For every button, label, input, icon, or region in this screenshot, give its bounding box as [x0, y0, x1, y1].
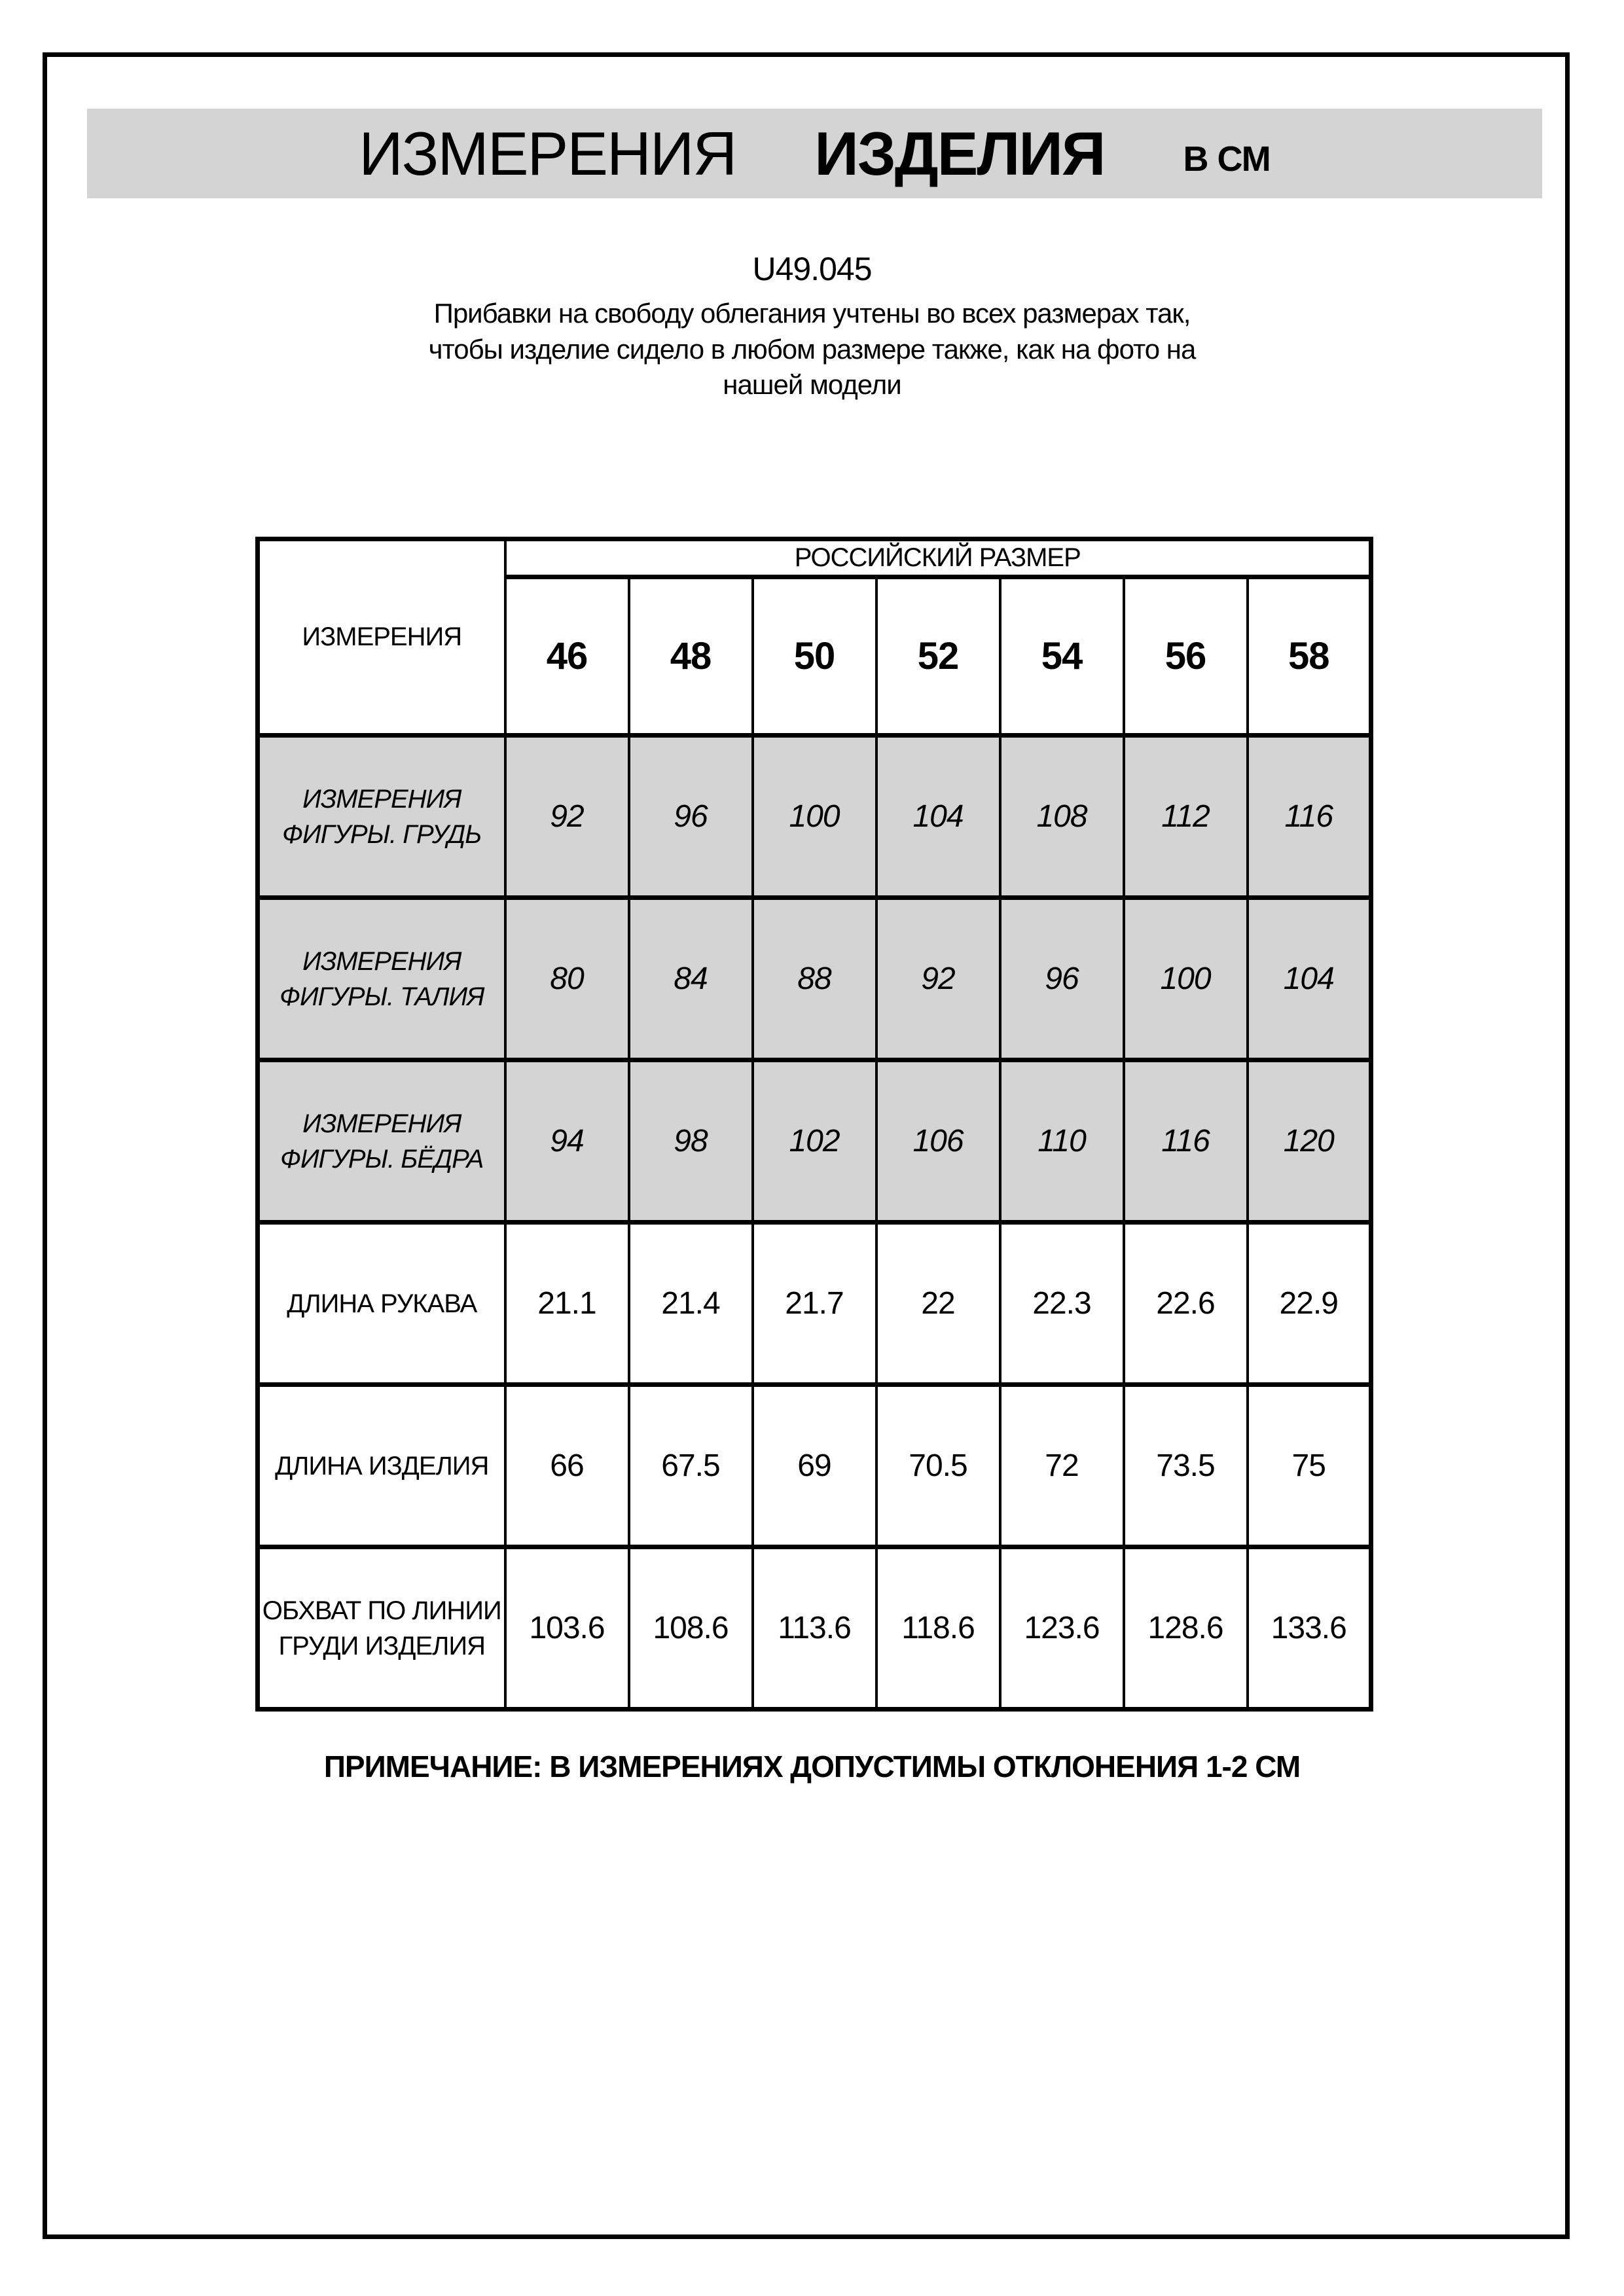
value-cell: 92 — [505, 736, 629, 898]
value-cell: 96 — [1000, 898, 1124, 1060]
value-cell: 22.9 — [1248, 1223, 1371, 1385]
value-cell: 94 — [505, 1060, 629, 1223]
value-cell: 66 — [505, 1385, 629, 1547]
value-cell: 84 — [629, 898, 753, 1060]
value-cell: 21.4 — [629, 1223, 753, 1385]
row-label-cell: ИЗМЕРЕНИЯ ФИГУРЫ. ГРУДЬ — [258, 736, 505, 898]
value-cell: 123.6 — [1000, 1547, 1124, 1710]
value-cell: 92 — [876, 898, 1000, 1060]
size-header-cell: 46 — [505, 577, 629, 736]
value-cell: 113.6 — [753, 1547, 876, 1710]
table-row-figure-waist — [258, 898, 1371, 1060]
group-header-cell: РОССИЙСКИЙ РАЗМЕР — [505, 539, 1371, 577]
table-row-figure-hips — [258, 1060, 1371, 1223]
value-cell: 100 — [1124, 898, 1248, 1060]
description-paragraph — [256, 296, 1369, 403]
title-bar — [87, 109, 1542, 198]
table-row-figure-chest — [258, 736, 1371, 898]
size-header-cell: 56 — [1124, 577, 1248, 736]
tolerance-note: ПРИМЕЧАНИЕ: В ИЗМЕРЕНИЯХ ДОПУСТИМЫ ОТКЛОНЕНИЯ 1-2 СМ — [323, 1749, 1301, 1784]
value-cell: 21.1 — [505, 1223, 629, 1385]
size-header-cell: 48 — [629, 577, 753, 736]
row-label-cell: ДЛИНА РУКАВА — [258, 1223, 505, 1385]
value-cell: 128.6 — [1124, 1547, 1248, 1710]
table-row-chest-girth — [258, 1547, 1371, 1710]
table-row-product-length — [258, 1385, 1371, 1547]
value-cell: 22.3 — [1000, 1223, 1124, 1385]
description-line: Прибавки на свободу облегания учтены во всех размерах так, — [433, 298, 1191, 329]
row-label-cell: ИЗМЕРЕНИЯ ФИГУРЫ. БЁДРА — [258, 1060, 505, 1223]
title-word-product: ИЗДЕЛИЯ — [814, 118, 1105, 188]
value-cell: 108.6 — [629, 1547, 753, 1710]
row-label-cell: ДЛИНА ИЗДЕЛИЯ — [258, 1385, 505, 1547]
value-cell: 21.7 — [753, 1223, 876, 1385]
row-label-cell: ОБХВАТ ПО ЛИНИИ ГРУДИ ИЗДЕЛИЯ — [258, 1547, 505, 1710]
size-table — [255, 537, 1373, 1712]
article-number: U49.045 — [752, 251, 872, 287]
value-cell: 106 — [876, 1060, 1000, 1223]
value-cell: 80 — [505, 898, 629, 1060]
row-label-cell: ИЗМЕРЕНИЯ ФИГУРЫ. ТАЛИЯ — [258, 898, 505, 1060]
title-word-measurements: ИЗМЕРЕНИЯ — [359, 118, 736, 188]
value-cell: 69 — [753, 1385, 876, 1547]
value-cell: 72 — [1000, 1385, 1124, 1547]
value-cell: 133.6 — [1248, 1547, 1371, 1710]
value-cell: 108 — [1000, 736, 1124, 898]
value-cell: 67.5 — [629, 1385, 753, 1547]
size-header-cell: 58 — [1248, 577, 1371, 736]
corner-header-cell: ИЗМЕРЕНИЯ — [258, 539, 505, 736]
table-row-sleeve-length — [258, 1223, 1371, 1385]
value-cell: 112 — [1124, 736, 1248, 898]
value-cell: 73.5 — [1124, 1385, 1248, 1547]
value-cell: 22.6 — [1124, 1223, 1248, 1385]
value-cell: 103.6 — [505, 1547, 629, 1710]
title-unit-cm: В СМ — [1183, 139, 1271, 179]
value-cell: 104 — [876, 736, 1000, 898]
value-cell: 104 — [1248, 898, 1371, 1060]
value-cell: 116 — [1124, 1060, 1248, 1223]
value-cell: 98 — [629, 1060, 753, 1223]
value-cell: 118.6 — [876, 1547, 1000, 1710]
value-cell: 116 — [1248, 736, 1371, 898]
value-cell: 75 — [1248, 1385, 1371, 1547]
description-line: нашей модели — [723, 369, 901, 401]
value-cell: 70.5 — [876, 1385, 1000, 1547]
value-cell: 102 — [753, 1060, 876, 1223]
value-cell: 100 — [753, 736, 876, 898]
size-header-cell: 50 — [753, 577, 876, 736]
value-cell: 96 — [629, 736, 753, 898]
description-line: чтобы изделие сидело в любом размере также, как на фото на — [428, 333, 1196, 365]
size-header-cell: 52 — [876, 577, 1000, 736]
size-header-cell: 54 — [1000, 577, 1124, 736]
value-cell: 110 — [1000, 1060, 1124, 1223]
value-cell: 120 — [1248, 1060, 1371, 1223]
value-cell: 88 — [753, 898, 876, 1060]
value-cell: 22 — [876, 1223, 1000, 1385]
table-header-row-group — [258, 539, 1371, 577]
